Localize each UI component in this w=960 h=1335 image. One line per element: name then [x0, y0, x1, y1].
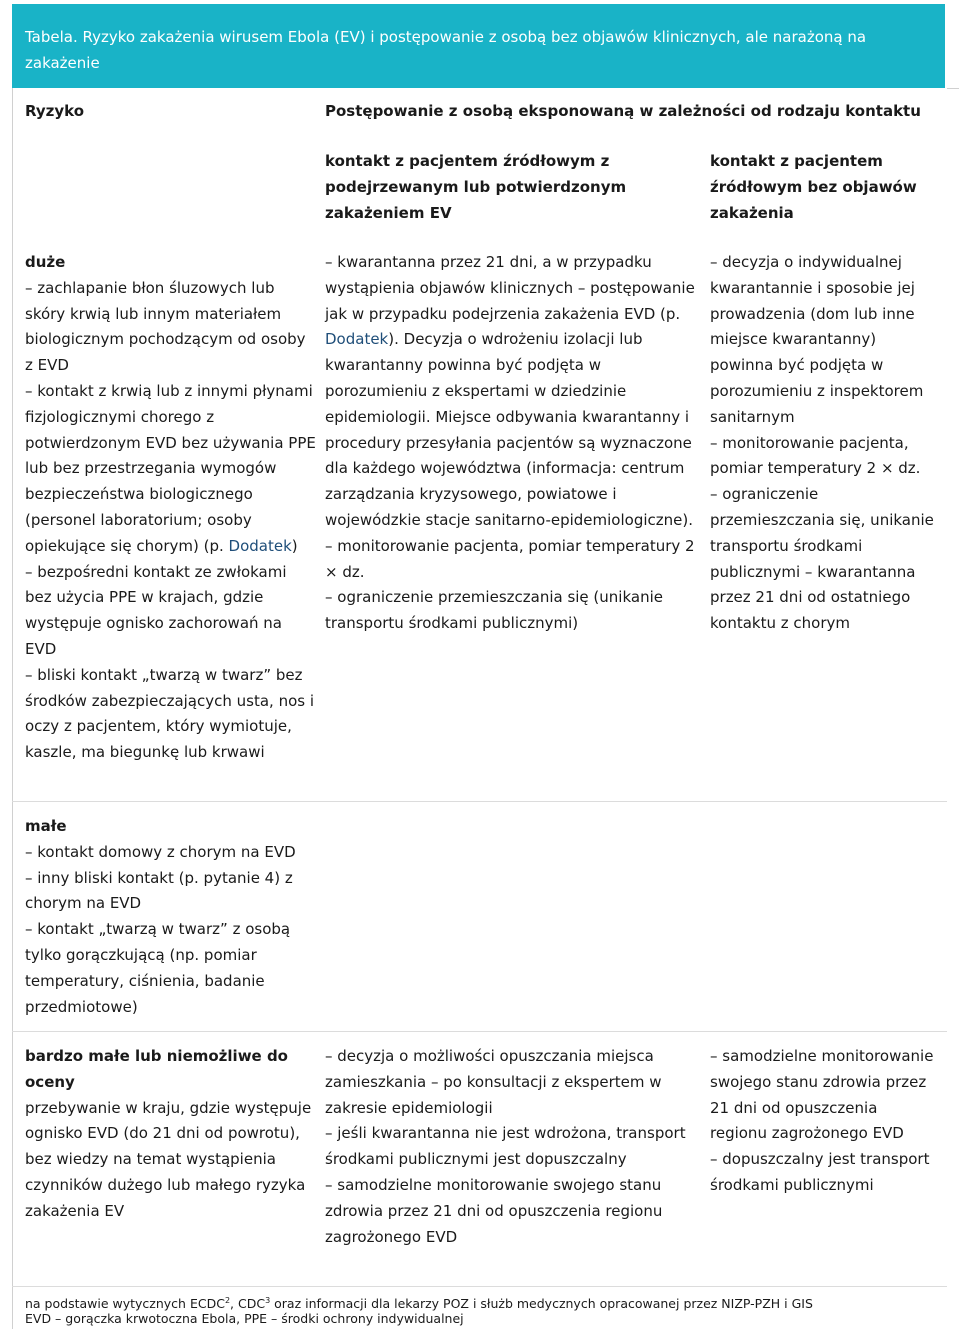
footnote-source — [25, 1296, 940, 1311]
management-text: – kwarantanna przez 21 dni, a w przypadku wystąpienia objawów klinicznych – postępowanie jak w przypadku podejrzenia zakażenia EVD (p. — [325, 253, 695, 323]
risk-item — [25, 379, 317, 560]
risk-item: – inny bliski kontakt (p. pytanie 4) z chorym na EVD — [25, 868, 293, 913]
table-caption — [12, 4, 945, 88]
management-item: – jeśli kwarantanna nie jest wdrożona, transport środkami publicznymi jest dopuszczalny — [325, 1124, 686, 1169]
risk-item: – kontakt domowy z chorym na EVD — [25, 842, 296, 861]
dodatek-link[interactable]: Dodatek — [228, 536, 292, 555]
footnote-divider — [12, 1286, 947, 1287]
risk-item-closing: ) — [291, 536, 298, 555]
risk-title-very-low: bardzo małe lub niemożliwe do oceny — [25, 1047, 288, 1091]
row-high-asymptomatic-cell — [710, 250, 942, 637]
risk-item: – bliski kontakt „twarzą w twarz” bez środków zabezpieczających usta, nos i oczy z pacjentem, który wymiotuje, kaszle, ma biegunkę lub krwawi — [25, 665, 315, 762]
row-high-risk-cell — [25, 250, 317, 766]
management-item: – decyzja o indywidualnej kwarantannie i sposobie jej prowadzenia (dom lub inne miejsce kwarantanny) powinna być podjęta w porozumieniu z inspektorem sanitarnym — [710, 253, 924, 426]
footnote-abbreviations: EVD – gorączka krwotoczna Ebola, PPE – środki ochrony indywidualnej — [25, 1311, 464, 1326]
management-item: – samodzielne monitorowanie swojego stanu zdrowia przez 21 dni od opuszczenia regionu zagrożonego EVD — [710, 1047, 934, 1143]
management-item: – samodzielne monitorowanie swojego stanu zdrowia przez 21 dni od opuszczenia regionu zagrożonego EVD — [325, 1175, 663, 1246]
caption-label: Tabela. — [25, 28, 78, 46]
header-risk: Ryzyko — [25, 102, 85, 120]
table-footnote — [25, 1296, 940, 1326]
dodatek-link[interactable]: Dodatek — [325, 330, 389, 349]
footnote-ref: 3 — [265, 1295, 271, 1305]
management-item: – monitorowanie pacjenta, pomiar temperatury 2 × dz. — [325, 536, 695, 581]
header-col-symptomatic: kontakt z pacjentem źródłowym z podejrzewanym lub potwierdzonym zakażeniem EV — [325, 152, 627, 222]
caption-edge-line — [947, 88, 959, 89]
row-divider — [12, 1031, 947, 1032]
row-very-low-risk-cell — [25, 1044, 317, 1225]
management-item: – dopuszczalny jest transport środkami publicznymi — [710, 1150, 930, 1194]
row-divider — [12, 801, 947, 802]
footnote-text: , CDC — [230, 1296, 266, 1311]
management-text: ). Decyzja o wdrożeniu izolacji lub kwarantanny powinna być podjęta w porozumieniu z ekspertami w dziedzinie epidemiologii. Miejsce odbywania kwarantanny i procedury przesyłania pacjentów są wyznaczone dla każdego województwa (informacja: centrum zarządzania kryzysowego, powiatowe i wojewódzkie stacje sanitarno-epidemiologiczne). — [325, 330, 693, 529]
row-low-risk-cell — [25, 814, 317, 1020]
management-item — [325, 250, 703, 534]
management-item: – decyzja o możliwości opuszczania miejsca zamieszkania – po konsultacji z ekspertem w zakresie epidemiologii — [325, 1047, 662, 1117]
row-very-low-symptomatic-cell — [325, 1044, 703, 1250]
management-item: – ograniczenie przemieszczania się, unikanie transportu środkami publicznymi – kwarantanna przez 21 dni od ostatniego kontaktu z chorym — [710, 485, 934, 633]
risk-item: – kontakt „twarzą w twarz” z osobą tylko gorączkującą (np. pomiar temperatury, ciśnienia, badanie przedmiotowe) — [25, 920, 291, 1016]
footnote-ref: 2 — [224, 1295, 231, 1305]
risk-item-text: – kontakt z krwią lub z innymi płynami fizjologicznymi chorego z potwierdzonym EVD bez używania PPE lub bez przestrzegania wymogów bezpieczeństwa biologicznego (personel laboratorium; osoby opiekujące się chorym) (p. — [25, 381, 316, 555]
management-item: – ograniczenie przemieszczania się (unikanie transportu środkami publicznymi) — [325, 588, 663, 633]
risk-item: – bezpośredni kontakt ze zwłokami bez użycia PPE w krajach, gdzie występuje ognisko zachorowań na EVD — [25, 562, 287, 658]
management-item: – monitorowanie pacjenta, pomiar temperatury 2 × dz. — [710, 433, 921, 478]
risk-text: przebywanie w kraju, gdzie występuje ognisko EVD (do 21 dni od powrotu), bez wiedzy na temat wystąpienia czynników dużego lub małego ryzyka zakażenia EV — [25, 1098, 312, 1220]
header-management: Postępowanie z osobą eksponowaną w zależności od rodzaju kontaktu — [325, 102, 921, 120]
risk-item: – zachlapanie błon śluzowych lub skóry krwią lub innym materiałem biologicznym pochodzącym od osoby z EVD — [25, 278, 306, 375]
row-high-symptomatic-cell — [325, 250, 703, 637]
row-very-low-asymptomatic-cell — [710, 1044, 935, 1199]
footnote-text: oraz informacji dla lekarzy POZ i służb medycznych opracowanej przez NIZP-PZH i GIS — [270, 1296, 813, 1311]
risk-title-low: małe — [25, 817, 67, 835]
caption-text: Ryzyko zakażenia wirusem Ebola (EV) i postępowanie z osobą bez objawów klinicznych, ale narażoną na zakażenie — [25, 28, 867, 72]
risk-title-high: duże — [25, 253, 66, 271]
footnote-text: na podstawie wytycznych ECDC — [25, 1296, 225, 1311]
header-col-asymptomatic: kontakt z pacjentem źródłowym bez objawów zakażenia — [710, 152, 917, 222]
